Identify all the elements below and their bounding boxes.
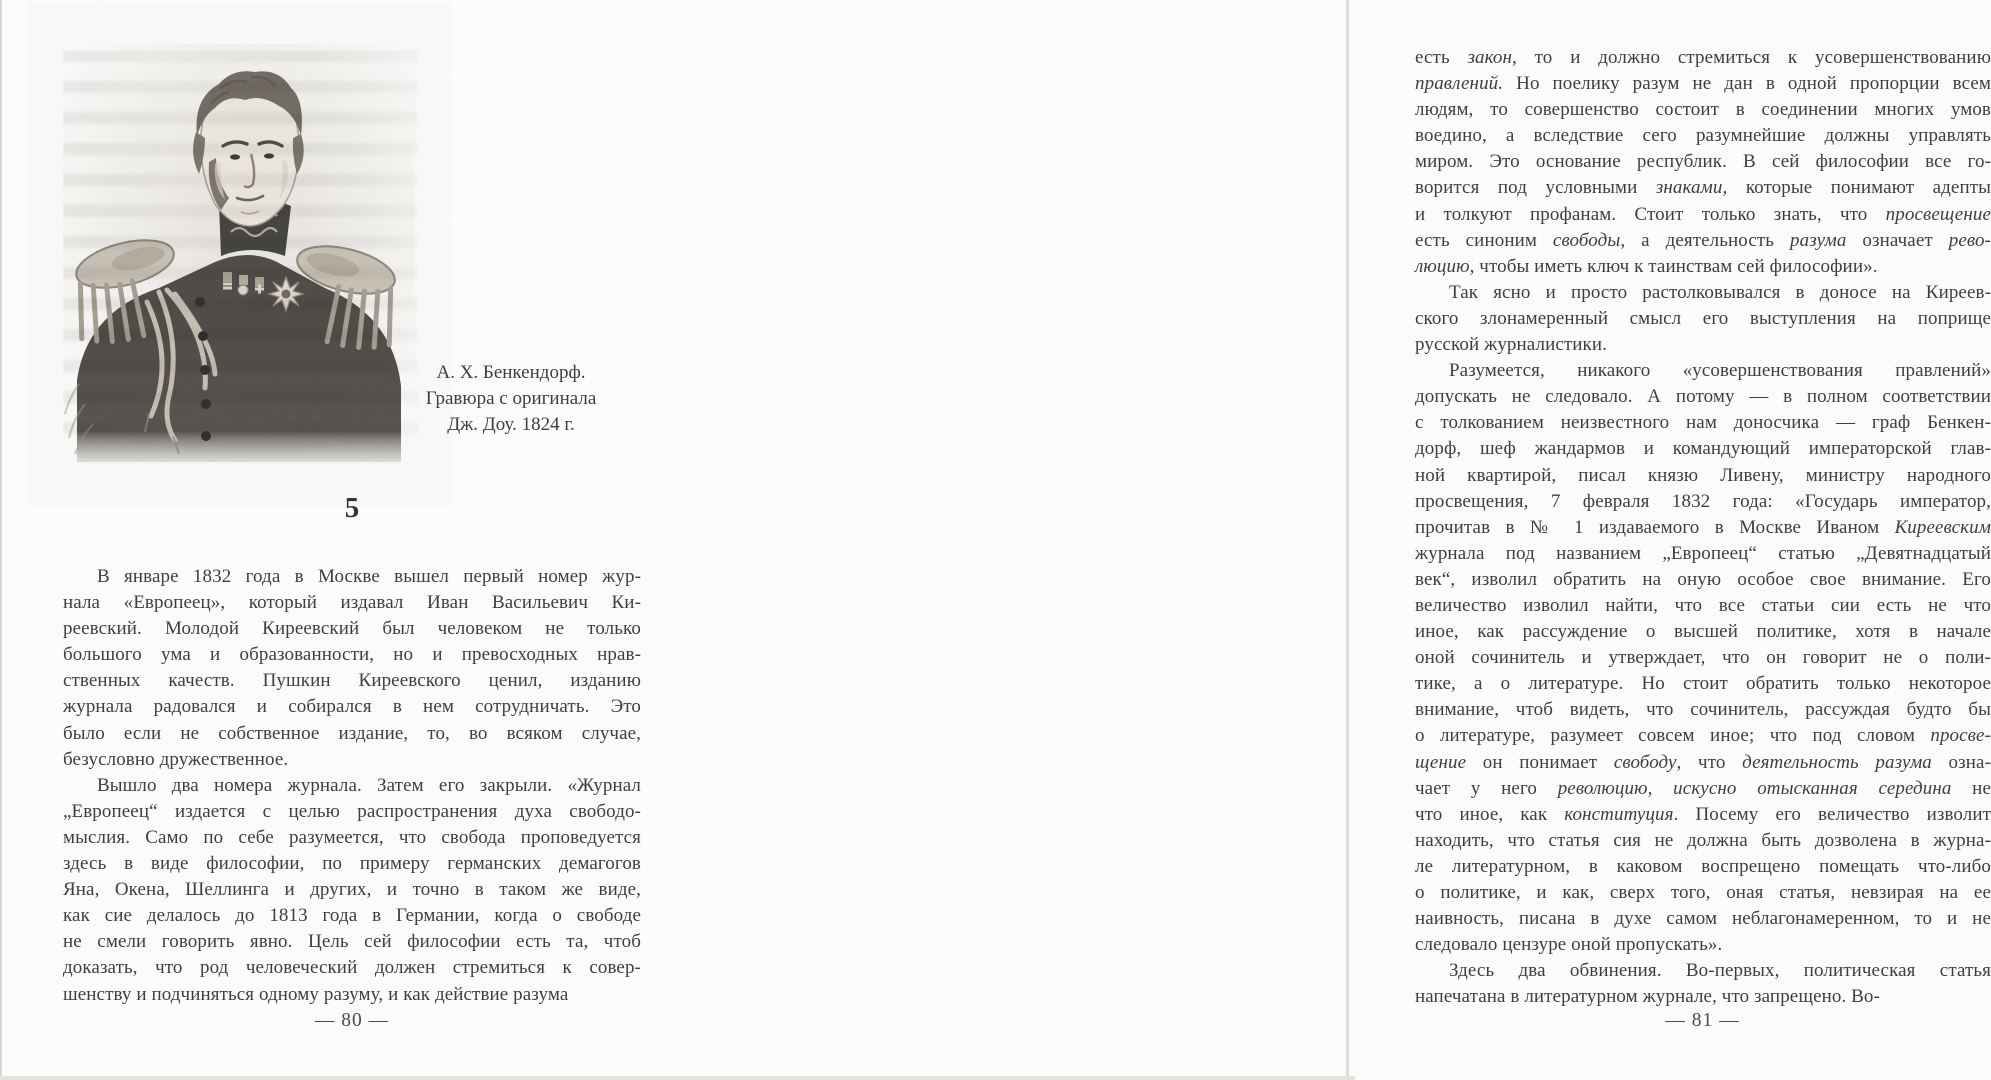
text-run: ворится под условными (1415, 177, 1656, 199)
italic-run: деятельность разума (1742, 751, 1932, 773)
text-run: есть синоним (1415, 229, 1553, 251)
text-line (1415, 202, 1991, 228)
right-page-body-text (1415, 45, 1991, 1010)
italic-run: просве- (1930, 725, 1991, 747)
text-run: а деятельность (1625, 229, 1790, 251)
text-line (1415, 123, 1991, 149)
text-run: шенству и подчиняться одному разуму, и как действие разума (63, 983, 569, 1005)
italic-run: конституция (1564, 803, 1674, 825)
text-run: , что (1676, 751, 1743, 773)
text-line (63, 642, 641, 668)
text-run: людям, то совершенство состоит в соединении многих умов (1415, 99, 1991, 121)
paragraph (63, 773, 641, 1008)
text-line (1415, 906, 1991, 932)
text-line (63, 590, 641, 616)
text-line (1415, 175, 1991, 201)
text-line (1415, 515, 1991, 541)
paragraph (1415, 45, 1991, 280)
text-line (63, 955, 641, 981)
left-page-body-text (63, 564, 641, 1008)
text-run: ственных качеств. Пушкин Киреевского ценил, изданию (63, 670, 641, 692)
text-run: о литературе, разумеет совсем иное; что под словом (1415, 725, 1931, 747)
text-line (1415, 45, 1991, 71)
text-line (1415, 697, 1991, 723)
text-line (1415, 645, 1991, 671)
text-line (1415, 802, 1991, 828)
paragraph (1415, 280, 1991, 358)
text-run: век“, изволил обратить на оную особое свое внимание. Его (1415, 568, 1991, 590)
text-run: доказать, что род человеческий должен стремиться к совер- (63, 957, 641, 979)
text-run: Вышло два номера журнала. Затем его закрыли. «Журнал (97, 774, 641, 796)
section-heading: 5 (344, 492, 360, 524)
text-line (1415, 306, 1991, 332)
italic-run: правлений. (1415, 73, 1504, 95)
text-line (63, 721, 641, 747)
italic-run: свободу (1613, 751, 1677, 773)
text-run: наивность, писана в духе самом неблагонамеренном, то и не (1415, 908, 1991, 930)
italic-run: свободы, (1552, 229, 1626, 251)
text-run: нала «Европеец», который издавал Иван Васильевич Ки- (63, 592, 641, 614)
text-line (1415, 854, 1991, 880)
text-run: чает у него (1415, 777, 1558, 799)
text-run: которые понимают адепты (1727, 177, 1991, 199)
italic-run: закон, (1467, 47, 1517, 68)
text-line (1415, 932, 1991, 958)
text-run: Здесь два обвинения. Во-первых, политическая статья (1449, 960, 1991, 982)
text-line (1415, 723, 1991, 749)
left-page-number: — 80 — (314, 1010, 390, 1031)
text-run: находить, что статья сия не должна быть дозволена в журна- (1415, 829, 1991, 851)
text-line (1415, 358, 1991, 384)
text-line (63, 877, 641, 903)
text-run: допускать не следовало. А потому — в полном соответствии (1415, 386, 1991, 408)
text-run: миром. Это основание республик. В сей философии все го- (1415, 151, 1991, 173)
paragraph (1415, 358, 1991, 958)
text-line (1415, 332, 1991, 358)
text-run: просвещения, 7 февраля 1832 года: «Государь император, (1415, 490, 1991, 512)
text-line (63, 773, 641, 799)
text-line (1415, 228, 1991, 254)
text-line (1415, 671, 1991, 697)
right-page (677, 0, 1991, 1080)
text-line (63, 747, 641, 773)
text-line (1415, 97, 1991, 123)
caption-line-2: Гравюра с оригинала (425, 388, 597, 409)
text-line (1415, 776, 1991, 802)
text-run: означает (1846, 229, 1949, 251)
text-run: то и должно стремиться к усовершенствованию (1516, 47, 1991, 68)
text-run: что иное, как (1415, 803, 1565, 825)
text-line (1415, 254, 1991, 280)
text-run: о политике, и как, сверх того, оная статья, невзирая на ее (1415, 882, 1991, 903)
benkendorf-portrait-art (63, 44, 415, 464)
portrait-caption (413, 360, 609, 438)
text-line (63, 982, 641, 1008)
text-run: как сие делалось до 1813 года в Германии, когда о свободе (63, 905, 641, 927)
text-run: с толкованием неизвестного нам доносчика — граф Бенкен- (1415, 412, 1991, 434)
italic-run: знаками, (1655, 177, 1728, 199)
text-run: большого ума и образованности, но и превосходных нрав- (63, 644, 641, 666)
text-run: ского злонамеренный смысл его выступления на поприще (1415, 307, 1991, 329)
italic-run: Киреевским (1894, 516, 1991, 538)
text-run: не смели говорить явно. Цель сей философии есть та, чтоб (63, 931, 641, 953)
text-line (1415, 828, 1991, 854)
italic-run: рево- (1948, 229, 1991, 251)
text-run: Яна, Окена, Шеллинга и других, и точно в таком же виде, (63, 879, 641, 901)
text-run: мыслия. Само по себе разумеется, что свобода проповедуется (63, 826, 641, 848)
left-page (0, 0, 677, 1080)
text-run: величество изволил найти, что все статьи сии есть не что (1415, 594, 1991, 616)
right-page-number: — 81 — (1665, 1010, 1740, 1031)
paragraph (63, 564, 641, 773)
text-run: чтобы иметь ключ к таинствам сей философии». (1474, 255, 1878, 277)
text-line (1415, 149, 1991, 175)
text-run: и толкуют профанам. Стоит только знать, что (1415, 203, 1886, 225)
text-line (1415, 880, 1991, 906)
text-line (1415, 71, 1991, 97)
text-line (63, 694, 641, 720)
paragraph (1415, 958, 1991, 1010)
text-run: В январе 1832 года в Москве вышел первый номер жур- (97, 566, 641, 587)
text-line (63, 799, 641, 825)
text-run: тике, а о литературе. Но стоит обратить только некоторое (1415, 673, 1991, 695)
text-line (1415, 436, 1991, 462)
text-run: иное, как рассуждение о высшей политике, хотя в начале (1415, 621, 1991, 643)
text-run: дорф, шеф жандармов и командующий императорской глав- (1415, 438, 1991, 460)
text-line (63, 616, 641, 642)
text-run: напечатана в литературном журнале, что запрещено. Во- (1415, 986, 1880, 1008)
text-run: он понимает (1466, 751, 1614, 773)
text-line (1415, 410, 1991, 436)
text-line (63, 564, 641, 590)
text-run: реевский. Молодой Киреевский был человеком не только (63, 618, 641, 640)
italic-run: революцию, искусно отысканная середина (1557, 777, 1952, 799)
text-line (63, 851, 641, 877)
text-run: русской журналистики. (1415, 334, 1607, 356)
italic-run: щение (1415, 751, 1467, 773)
text-run: не (1951, 777, 1991, 799)
text-line (1415, 984, 1991, 1010)
text-line (63, 668, 641, 694)
text-run: Так ясно и просто растолковывался в доносе на Киреев- (1449, 281, 1991, 303)
text-run: есть (1415, 47, 1468, 68)
text-line (1415, 280, 1991, 306)
text-run: прочитав в № 1 издаваемого в Москве Иваном (1415, 516, 1895, 538)
text-run: безусловно дружественное. (63, 748, 289, 770)
text-line (1415, 593, 1991, 619)
text-run: оной сочинитель и утверждает, что он говорит не о поли- (1415, 647, 1991, 669)
text-run: журнала под названием „Европеец“ статью „Девятнадцатый (1415, 542, 1991, 564)
text-run: Но поелику разум не дан в одной пропорции всем (1503, 73, 1991, 95)
text-run: было если не собственное издание, то, во всяком случае, (63, 722, 641, 744)
text-line (63, 929, 641, 955)
text-line (1415, 489, 1991, 515)
italic-run: люцию, (1415, 255, 1475, 277)
text-run: озна- (1931, 751, 1991, 773)
text-run: здесь в виде философии, по примеру германских демагогов (63, 853, 641, 875)
caption-line-3: Дж. Доу. 1824 г. (447, 414, 575, 435)
caption-line-1: А. Х. Бенкендорф. (436, 362, 586, 383)
text-run: . Посему его величество изволит (1673, 803, 1991, 825)
portrait-engraving (63, 44, 415, 464)
text-line (1415, 384, 1991, 410)
text-line (1415, 463, 1991, 489)
text-line (1415, 541, 1991, 567)
text-run: ле литературном, в каковом воспрещено помещать что-либо (1415, 855, 1991, 877)
italic-run: разума (1790, 229, 1847, 251)
text-line (1415, 619, 1991, 645)
text-line (1415, 750, 1991, 776)
text-line (63, 825, 641, 851)
text-line (1415, 567, 1991, 593)
italic-run: просвещение (1885, 203, 1991, 225)
text-run: журнала радовался и собирался в нем сотрудничать. Это (63, 696, 641, 718)
text-line (63, 903, 641, 929)
text-run: следовало цензуре оной пропускать». (1415, 934, 1723, 956)
text-run: воедино, а вследствие сего разумнейшие должны управлять (1415, 125, 1991, 147)
text-line (1415, 958, 1991, 984)
text-run: „Европеец“ издается с целью распространения духа свободо- (63, 800, 641, 822)
text-run: ной квартирой, писал князю Ливену, министру народного (1415, 464, 1991, 486)
text-run: внимание, чтоб видеть, что сочинитель, рассуждая будто бы (1415, 699, 1991, 721)
text-run: Разумеется, никакого «усовершенствования правлений» (1449, 360, 1991, 382)
